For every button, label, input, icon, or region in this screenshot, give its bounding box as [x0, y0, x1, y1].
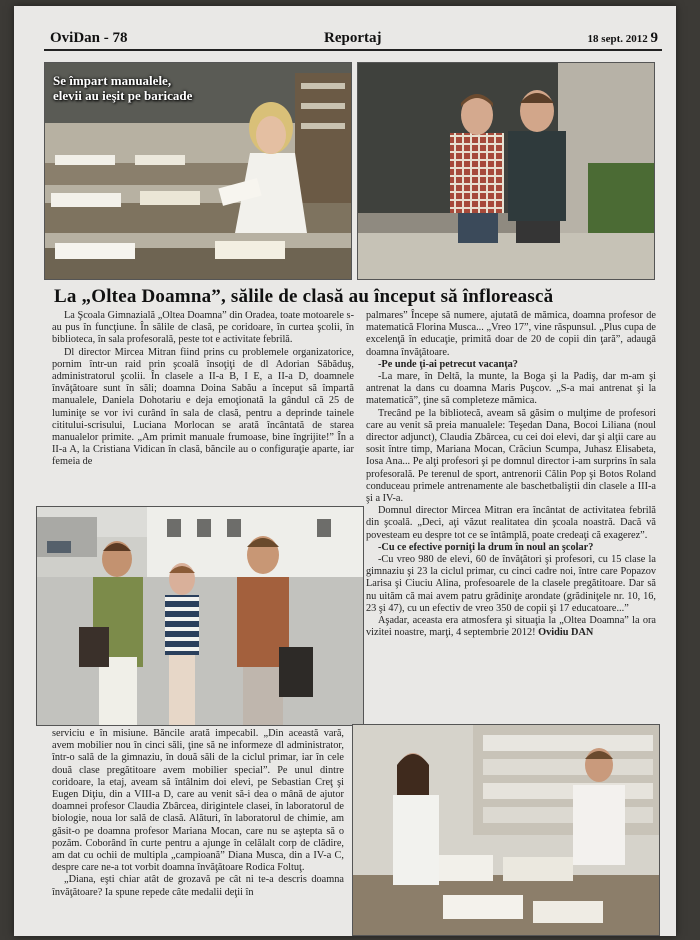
publication-issue: OviDan - 78 — [50, 30, 128, 46]
article-column-left — [52, 310, 354, 469]
paragraph: Domnul director Mircea Mitran era încântat de activitatea febrilă din şcoală. „Deci, aţi văzut realitatea din şcoala noastră. Dacă vă povesteam eu despre tot ce se întâmplă, poate credeaţi că exagerez”. — [366, 505, 656, 541]
caption-line-2: elevii au ieşit pe baricade — [53, 88, 193, 103]
closing-paragraph — [366, 615, 656, 639]
header-rule — [44, 49, 662, 51]
photo2-illustration — [358, 63, 654, 279]
paragraph: Trecând pe la bibliotecă, aveam să găsim o mulţime de profesori care au venit să preia manualele: Teşedan Dana, Bocoi Liliana (noul director adjunct), Claudia Zbârcea, cu cei doi elevi, dar şi alţii care au sosit între timp, Mariana Mocan, Crăciun Scumpa, Juhasz Elisabeta, Iosa Ana... Pe alţi profesori şi pe domnul director i-am surprins în sala profesorală. Pe terenul de sport, antrenorii Călin Pop şi Botos Roland conduceau primele antrenamente ale baschetbaliştii din clasele a III-a şi a IV-a. — [366, 407, 656, 505]
author-signature: Ovidiu DAN — [538, 627, 594, 639]
photo-two-students — [357, 62, 655, 280]
photo4-illustration — [353, 725, 659, 935]
paragraph: serviciu e în misiune. Băncile arată impecabil. „Din această vară, avem mobilier nou în cinci săli, ţine să ne informeze dl administrator, într-o sală de la gimnaziu, în două săli de la ciclul primar, iar în cele două clase pregătitoare avem mobilier special”. Pe unul dintre coridoare, la etaj, aveam să întâlnim doi elevi, pe Sebastian Creţ şi Eugen Diţiu, din a VIII-a D, care au venit să-i dea o mână de ajutor doamnei profesor Claudia Zbârcea, dirigintele clasei, în laboratorul de biologie, noua lor sală de clasă. Alături, în laboratorul de chimie, am găsit-o pe doamna profesor Mariana Mocan, care nu se aştepta să o pozăm. Coborând în curte pentru a ajunge în celălalt corp de clădire, am dat cu ochii de multipla „campioană” Diana Musca, din a IV-a C, despre care ne-a tot vorbit doamna învăţătoare Rodica Foltuţ. — [52, 728, 344, 874]
interview-question: -Cu ce efective porniţi la drum în noul an şcolar? — [378, 541, 594, 553]
article-column-continued — [52, 728, 344, 899]
page-number: 9 — [650, 30, 658, 46]
paragraph: -Cu vreo 980 de elevi, 60 de învăţători şi profesori, cu 15 clase la gimnaziu şi 23 la ciclul primar, cu cinci cadre noi, între care Popazov Larisa şi Ciuciu Alina, profesoarele de la clasele pregătitoare. Dar să nu uităm că mai avem patru grădiniţe arondate (grădiniţele nr. 10, 16, 23 şi 47), cu un efectiv de vreo 350 de copii şi 17 educatoare...” — [366, 554, 656, 614]
closing-text: Aşadar, aceasta era atmosfera şi situaţia la „Oltea Doamna” la ora vizitei noastre, marţi, 4 septembrie 2012! — [366, 615, 656, 639]
article-column-right — [366, 310, 656, 639]
paragraph: Dl director Mircea Mitran fiind prins cu problemele organizatorice, pornim într-un raid prin şcoală însoţiţi de dl Adorian Săbăduş, administratorul şcolii. În clasele a II-a B, I E, a II-a D, doamnele învăţătoare sunt în săli; doamna Doina Sabău a început să împartă manualele, Daniela Dohotariu e deja emoţionată la gândul că 25 de luminiţe se vor ivi curând în sala de clasă, pentru a deprinde tainele cititului-scrisului, Luciana Morlocan se arată încântată de starea manualelor primite. „Am primit manuale frumoase, bine îngrijite!” În a II-a A, la Cristiana Vidican în clasă, băncile au o configuraţie aparte, iar femeia de — [52, 346, 354, 468]
photo3-illustration — [37, 507, 363, 725]
section-title: Reportaj — [324, 30, 382, 46]
photo-library-textbooks — [352, 724, 660, 936]
paragraph: „Diana, eşti chiar atât de grozavă pe cât ni te-a descris doamna învăţătoare? Ia spune repede câte medalii deţii în — [52, 874, 344, 898]
interview-question: -Pe unde ţi-ai petrecut vacanţa? — [378, 358, 518, 370]
caption-line-1: Se împart manualele, — [53, 73, 172, 88]
date-text: 18 sept. 2012 — [587, 33, 648, 45]
photo-group-schoolyard — [36, 506, 364, 726]
paragraph: La Şcoala Gimnazială „Oltea Doamna” din Oradea, toate motoarele s-au pus în funcţiune. În sălile de clasă, pe coridoare, în curtea şcolii, în biblioteca, în sala profesorală, peste tot e activitate febrilă. — [52, 310, 354, 346]
newspaper-page — [14, 6, 676, 936]
paragraph: -La mare, în Deltă, la munte, la Boga şi la Padiş, dar m-am şi antrenat la dans cu doamna Maris Puşcov. „S-a mai antrenat şi la matematică”, ţine să completeze mămica. — [366, 371, 656, 407]
article-headline: La „Oltea Doamna”, sălile de clasă au început să înflorească — [54, 286, 554, 307]
page-date — [588, 30, 658, 47]
paragraph: palmares” Începe să numere, ajutată de mămica, doamna profesor de matematică Florina Musca... „Vreo 17”, vine răspunsul. „Plus cupa de excelenţă în educaţie, primită doar de 20 de copii din ţară”, adaugă doamna învăţătoare. — [366, 310, 656, 358]
photo-caption — [53, 73, 263, 103]
photo-textbook-distribution — [44, 62, 352, 280]
